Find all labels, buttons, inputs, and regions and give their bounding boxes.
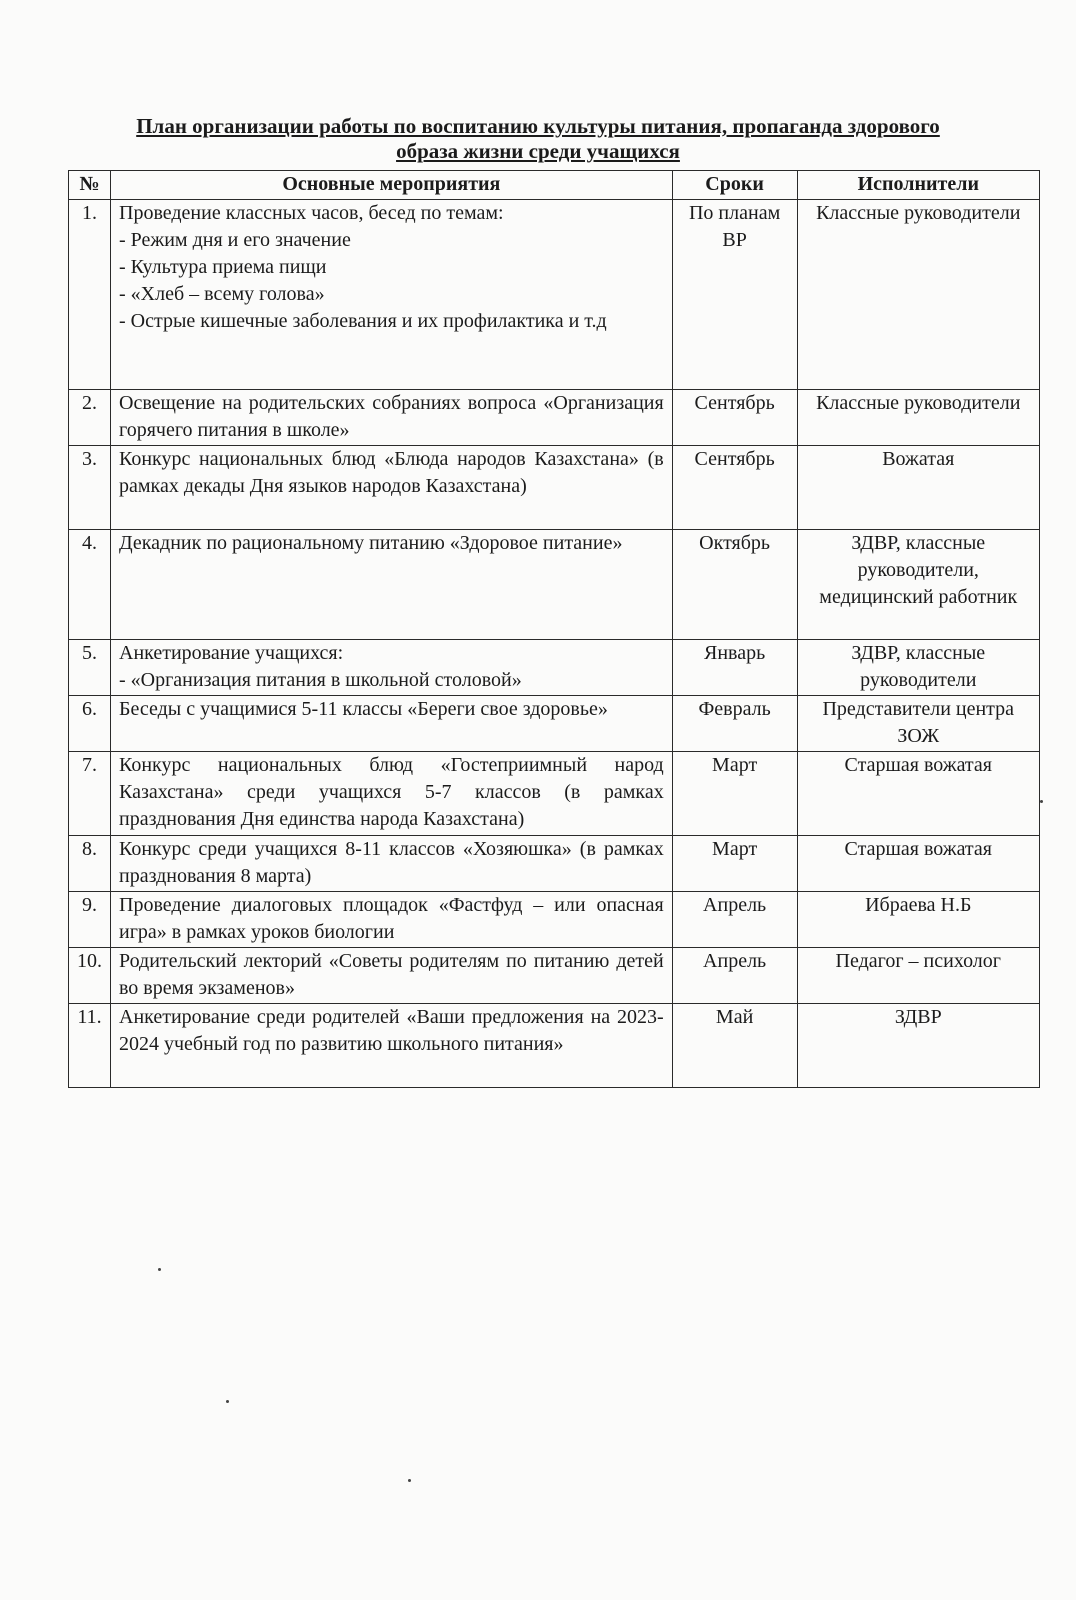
header-term: Сроки [672,171,797,200]
table-row [69,752,1040,836]
row-executor: ЗДВР, классные руководители [797,640,1039,696]
row-activity: Освещение на родительских собраниях вопроса «Организация горячего питания в школе» [111,390,673,446]
table-row [69,530,1040,640]
activity-line: - «Организация питания в школьной столовой» [119,669,522,691]
row-number: 1. [69,200,111,390]
paper-speck [408,1479,411,1482]
row-executor: Вожатая [797,446,1039,530]
row-activity: Конкурс национальных блюд «Гостеприимный народ Казахстана» среди учащихся 5-7 классов (в рамках празднования Дня единства народа Казахстана) [111,752,673,836]
table-row [69,696,1040,752]
activity-line: Проведение классных часов, бесед по темам: [119,202,504,224]
row-term: Февраль [672,696,797,752]
row-term: Март [672,752,797,836]
table-row [69,390,1040,446]
row-number: 4. [69,530,111,640]
activity-line: - Культура приема пищи [119,256,327,278]
row-term: Октябрь [672,530,797,640]
row-activity: Анкетирование среди родителей «Ваши предложения на 2023-2024 учебный год по развитию школьного питания» [111,1004,673,1088]
row-term: Апрель [672,892,797,948]
table-row [69,200,1040,390]
header-activity: Основные мероприятия [111,171,673,200]
row-activity: Родительский лекторий «Советы родителям по питанию детей во время экзаменов» [111,948,673,1004]
row-number: 6. [69,696,111,752]
row-term: Март [672,836,797,892]
row-number: 9. [69,892,111,948]
table-row [69,1004,1040,1088]
row-number: 8. [69,836,111,892]
table-row [69,446,1040,530]
row-term: Май [672,1004,797,1088]
row-term: Сентябрь [672,390,797,446]
row-executor: Представители центра ЗОЖ [797,696,1039,752]
row-activity: Проведение диалоговых площадок «Фастфуд – или опасная игра» в рамках уроков биологии [111,892,673,948]
row-number: 3. [69,446,111,530]
table-row [69,640,1040,696]
row-executor: Старшая вожатая [797,752,1039,836]
row-activity: Конкурс среди учащихся 8-11 классов «Хозяюшка» (в рамках празднования 8 марта) [111,836,673,892]
row-number: 7. [69,752,111,836]
row-executor: Старшая вожатая [797,836,1039,892]
row-term: Сентябрь [672,446,797,530]
activity-line: - Режим дня и его значение [119,229,351,251]
activity-line: - «Хлеб – всему голова» [119,283,325,305]
row-executor: Педагог – психолог [797,948,1039,1004]
activity-line: - Острые кишечные заболевания и их профилактика и т.д [119,310,607,332]
row-executor: Классные руководители [797,200,1039,390]
document-title [70,114,1006,164]
row-term: Апрель [672,948,797,1004]
row-activity: Беседы с учащимися 5-11 классы «Береги свое здоровье» [111,696,673,752]
row-activity: Декадник по рациональному питанию «Здоровое питание» [111,530,673,640]
row-activity [111,200,673,390]
paper-speck [226,1400,229,1403]
header-executor: Исполнители [797,171,1039,200]
row-executor: ЗДВР, классные руководители, медицинский работник [797,530,1039,640]
row-number: 2. [69,390,111,446]
row-activity: Конкурс национальных блюд «Блюда народов Казахстана» (в рамках декады Дня языков народов Казахстана) [111,446,673,530]
row-activity [111,640,673,696]
row-executor: Ибраева Н.Б [797,892,1039,948]
table-row [69,948,1040,1004]
plan-table [68,170,1040,1088]
row-number: 10. [69,948,111,1004]
activity-line: Анкетирование учащихся: [119,642,344,664]
header-number: № [69,171,111,200]
paper-speck [1040,800,1043,803]
row-executor: ЗДВР [797,1004,1039,1088]
table-row [69,892,1040,948]
row-term: Январь [672,640,797,696]
row-executor: Классные руководители [797,390,1039,446]
table-header-row [69,171,1040,200]
paper-speck [158,1268,161,1271]
table-row [69,836,1040,892]
title-line-1: План организации работы по воспитанию культуры питания, пропаганда здорового [136,114,940,138]
row-number: 11. [69,1004,111,1088]
row-number: 5. [69,640,111,696]
row-term: По планам ВР [672,200,797,390]
title-line-2: образа жизни среди учащихся [396,139,680,163]
